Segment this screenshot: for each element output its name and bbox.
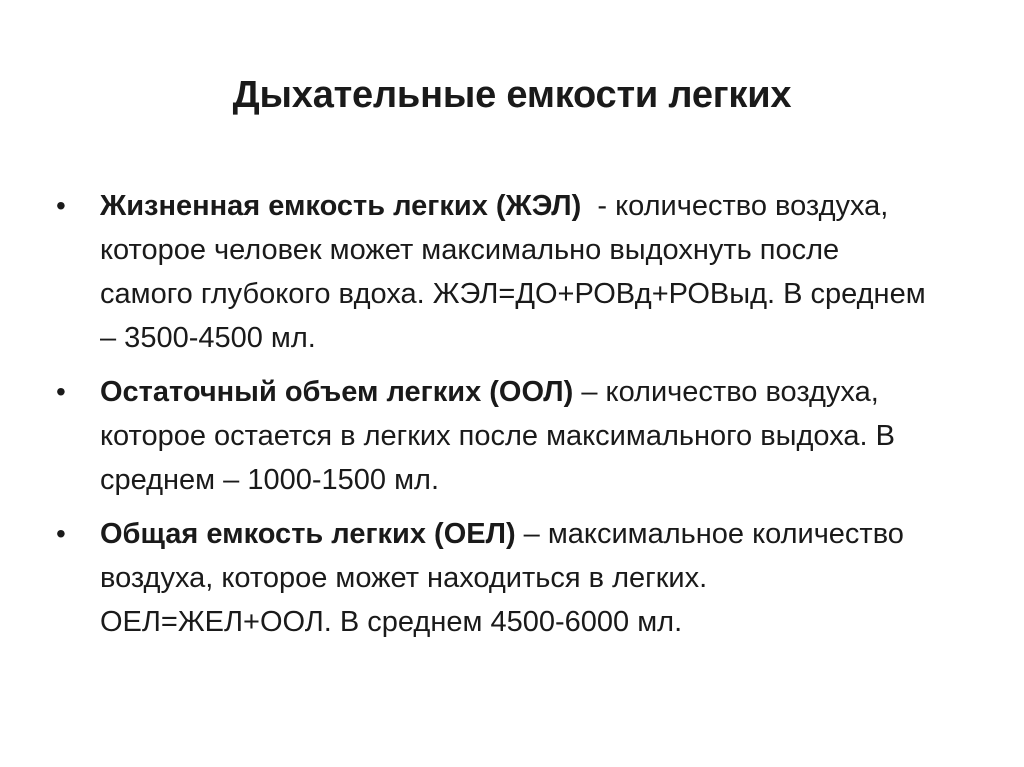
bullet-list bbox=[56, 184, 936, 654]
list-item-residual-volume bbox=[56, 370, 936, 502]
list-item-vital-capacity bbox=[56, 184, 936, 360]
definition-total-capacity: – максимальное количество воздуха, которое может находиться в легких. ОЕЛ=ЖЕЛ+ООЛ. В среднем 4500-6000 мл. bbox=[100, 518, 904, 638]
term-total-capacity: Общая емкость легких (ОЕЛ) bbox=[100, 518, 516, 550]
term-vital-capacity: Жизненная емкость легких (ЖЭЛ) bbox=[100, 190, 582, 222]
list-item-total-capacity bbox=[56, 512, 936, 644]
definition-residual-volume: – количество воздуха, которое остается в легких после максимального выдоха. В среднем – 1000-1500 мл. bbox=[100, 376, 895, 496]
slide-title: Дыхательные емкости легких bbox=[232, 74, 792, 116]
term-residual-volume: Остаточный объем легких (ООЛ) bbox=[100, 376, 574, 408]
bullet-marker: • bbox=[56, 376, 66, 407]
bullet-marker: • bbox=[56, 190, 66, 221]
definition-vital-capacity: - количество воздуха, которое человек может максимально выдохнуть после самого глубокого вдоха. ЖЭЛ=ДО+РОВд+РОВыд. В среднем – 3500-4500 мл. bbox=[100, 190, 934, 354]
bullet-marker: • bbox=[56, 518, 66, 549]
